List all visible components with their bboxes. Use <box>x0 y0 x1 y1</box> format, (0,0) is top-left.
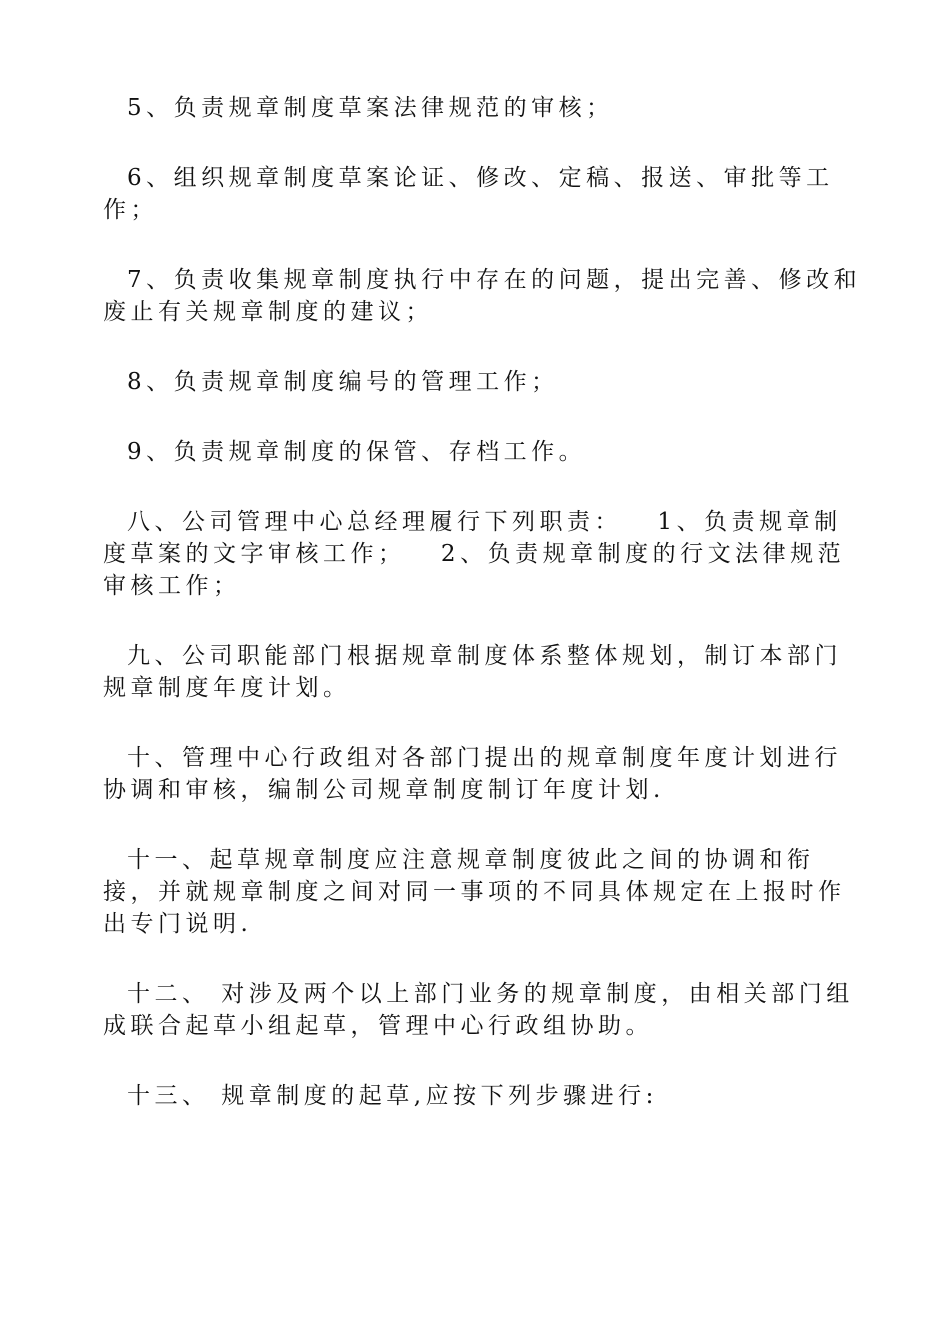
paragraph-item-7: 7、负责收集规章制度执行中存在的问题，提出完善、修改和废止有关规章制度的建议； <box>103 267 862 325</box>
paragraph-section-13: 十三、 规章制度的起草,应按下列步骤进行: <box>127 1083 658 1109</box>
paragraph-item-9: 9、负责规章制度的保管、存档工作。 <box>127 439 587 465</box>
paragraph-section-11: 十一、起草规章制度应注意规章制度彼此之间的协调和衔接，并就规章制度之间对同一事项的不同具体规定在上报时作出专门说明. <box>103 847 846 937</box>
paragraph-section-10: 十、管理中心行政组对各部门提出的规章制度年度计划进行协调和审核，编制公司规章制度制订年度计划. <box>103 745 842 803</box>
document-body <box>103 92 863 1150</box>
paragraph-section-9: 九、公司职能部门根据规章制度体系整体规划，制订本部门规章制度年度计划。 <box>103 643 842 701</box>
paragraph-item-8: 8、负责规章制度编号的管理工作； <box>127 369 559 395</box>
paragraph-section-8: 八、公司管理中心总经理履行下列职责： 1、负责规章制度草案的文字审核工作； 2、负责规章制度的行文法律规范审核工作； <box>103 509 846 599</box>
paragraph-item-5: 5、负责规章制度草案法律规范的审核； <box>127 95 614 121</box>
paragraph-section-12: 十二、 对涉及两个以上部门业务的规章制度，由相关部门组成联合起草小组起草，管理中心行政组协助。 <box>103 981 854 1039</box>
paragraph-item-6: 6、组织规章制度草案论证、修改、定稿、报送、审批等工作； <box>103 165 834 223</box>
